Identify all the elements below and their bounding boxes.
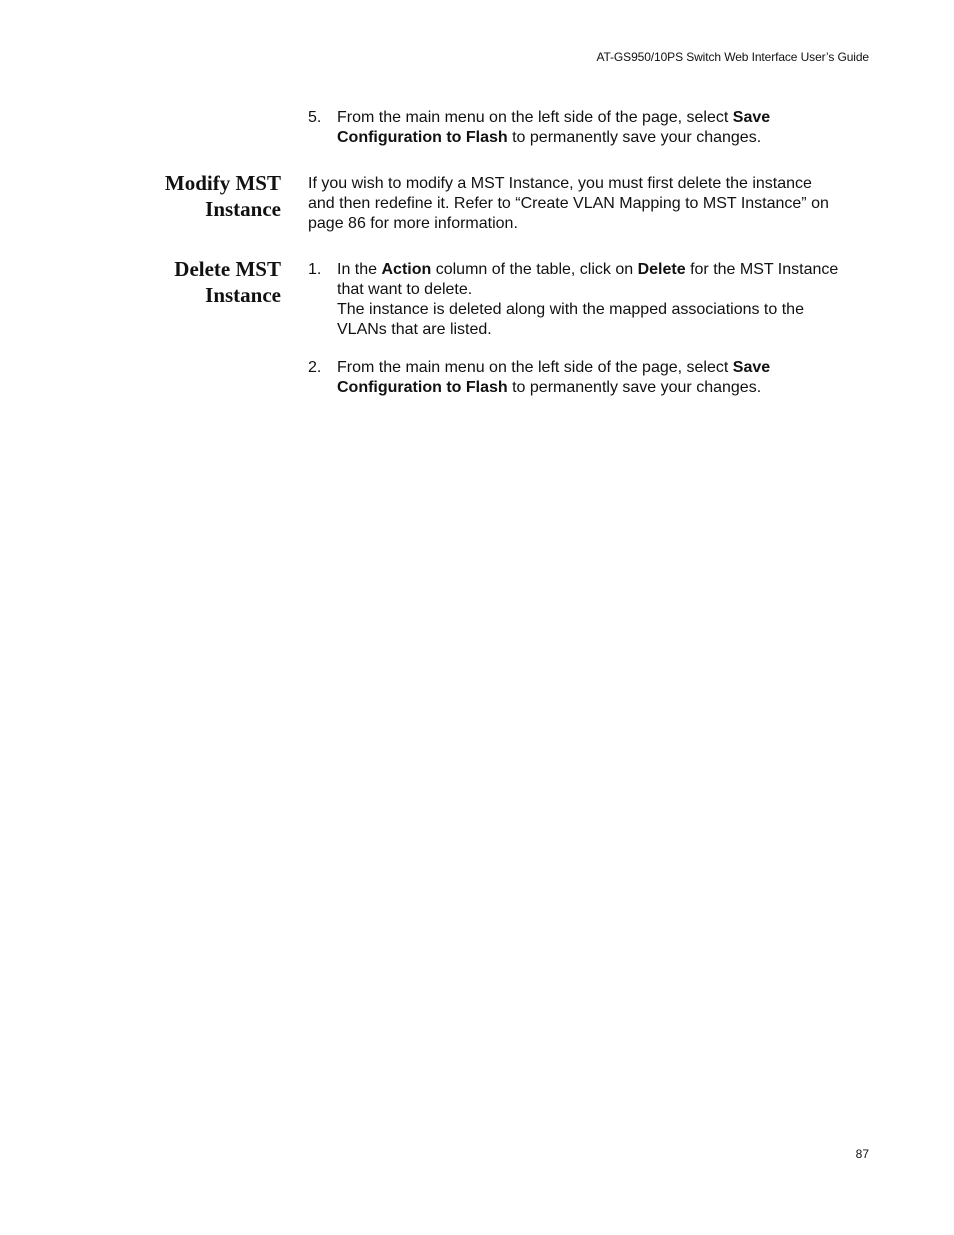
heading-line: Instance <box>205 197 281 221</box>
step-number: 5. <box>308 109 322 126</box>
step-text-part: From the main menu on the left side of the page, select <box>337 359 733 376</box>
step-bold-save: Save <box>732 109 771 126</box>
step-text-part: for the MST Instance <box>685 261 839 278</box>
step-bold-save: Save <box>732 359 771 376</box>
intro-step <box>308 108 878 148</box>
delete-mst-heading <box>120 256 281 308</box>
step-bold-config: Configuration to Flash <box>337 379 508 396</box>
heading-line: Delete MST <box>174 257 281 281</box>
step-number: 2. <box>308 359 322 376</box>
delete-step-1 <box>308 260 878 340</box>
step-number: 1. <box>308 261 322 278</box>
step-text-part: to permanently save your changes. <box>507 379 762 396</box>
running-header: AT-GS950/10PS Switch Web Interface User’s Guide <box>596 50 869 64</box>
page-number: 87 <box>855 1147 869 1161</box>
heading-line: Modify MST <box>164 171 281 195</box>
step-text-part: From the main menu on the left side of the page, select <box>337 109 733 126</box>
step-bold-config: Configuration to Flash <box>337 129 508 146</box>
step-text <box>337 260 878 340</box>
step-line: that want to delete. <box>337 281 473 298</box>
heading-line: Instance <box>205 283 281 307</box>
step-text-part: to permanently save your changes. <box>507 129 762 146</box>
modify-mst-paragraph <box>308 174 880 234</box>
step-text-part: In the <box>337 261 382 278</box>
paragraph-line: If you wish to modify a MST Instance, you must first delete the instance <box>308 175 812 192</box>
step-line: The instance is deleted along with the mapped associations to the <box>337 301 804 318</box>
paragraph-line: and then redefine it. Refer to “Create VLAN Mapping to MST Instance” on <box>308 195 829 212</box>
step-line: VLANs that are listed. <box>337 321 492 338</box>
paragraph-line: page 86 for more information. <box>308 215 518 232</box>
step-text-part: column of the table, click on <box>431 261 638 278</box>
step-text <box>337 358 878 398</box>
step-bold-action: Action <box>381 261 432 278</box>
step-text <box>337 108 878 148</box>
step-bold-delete: Delete <box>637 261 686 278</box>
delete-step-2 <box>308 358 878 398</box>
modify-mst-heading <box>120 170 281 222</box>
